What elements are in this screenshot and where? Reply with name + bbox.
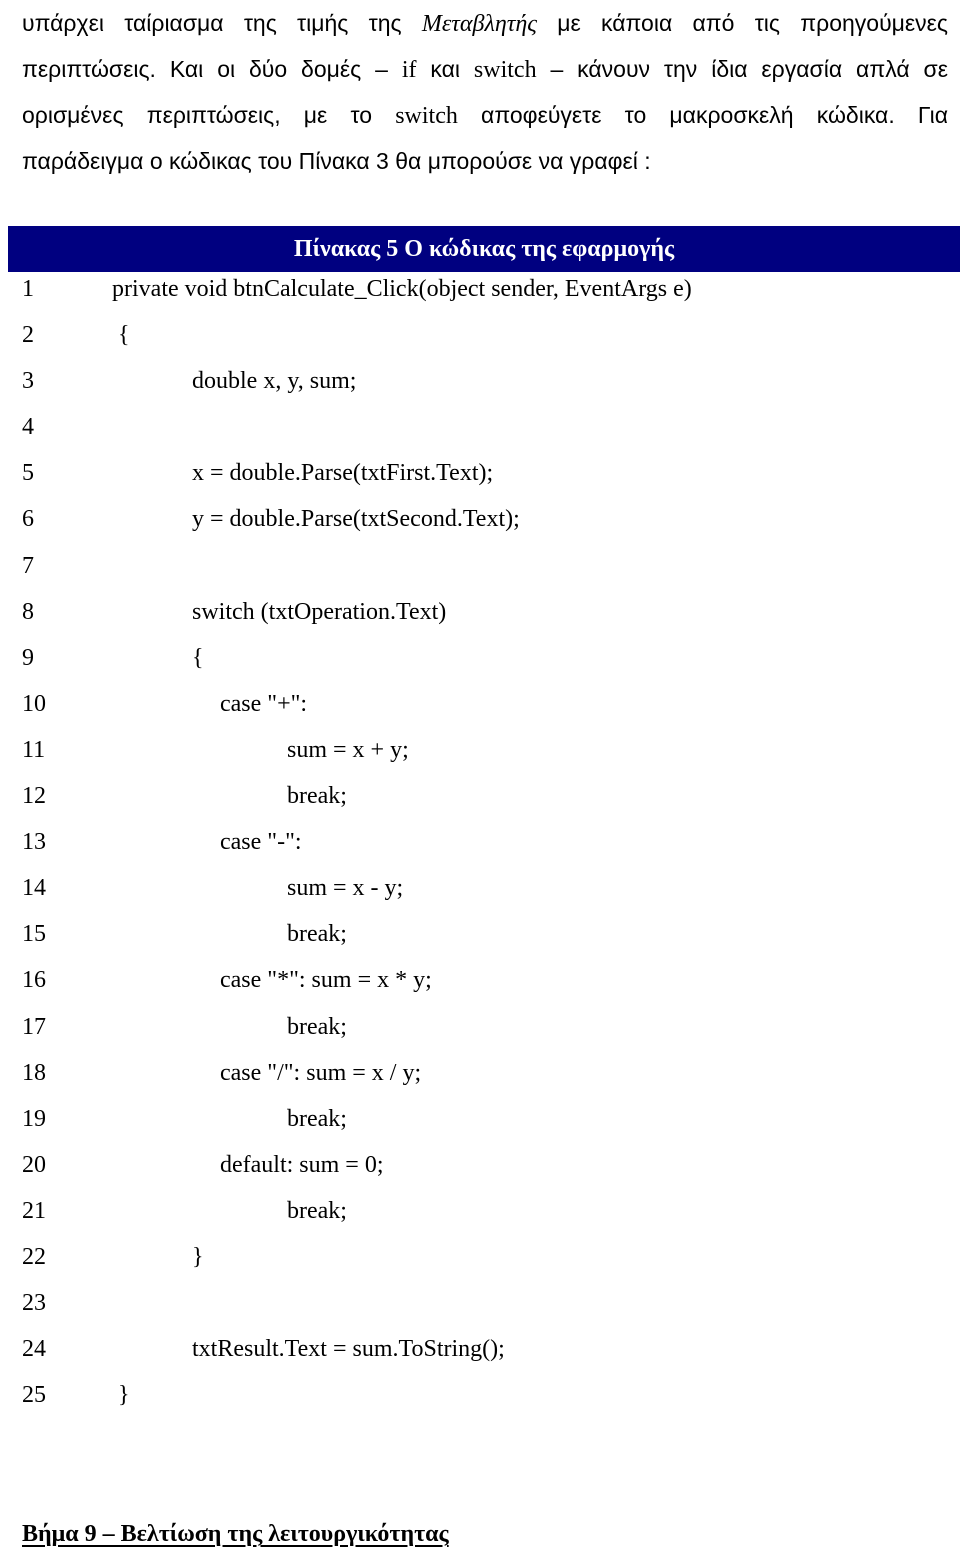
intro-text: περιπτώσεις. Και οι δύο δομές –: [22, 56, 402, 82]
code-text: }: [118, 1382, 130, 1409]
line-number: 14: [22, 875, 46, 902]
code-text: x = double.Parse(txtFirst.Text);: [192, 460, 494, 487]
line-number: 7: [22, 552, 34, 579]
table-caption: Πίνακας 5 Ο κώδικας της εφαρμογής: [8, 226, 960, 272]
line-number: 1: [22, 276, 34, 302]
code-text: break;: [287, 921, 347, 948]
line-number: 24: [22, 1336, 46, 1363]
line-number: 16: [22, 967, 46, 994]
code-line: [0, 911, 960, 957]
line-number: 9: [22, 644, 34, 671]
intro-line-3: [22, 92, 948, 138]
line-number: 8: [22, 598, 34, 625]
code-line: [0, 1096, 960, 1142]
intro-line-2: [22, 46, 948, 92]
line-number: 22: [22, 1243, 46, 1270]
line-number: 21: [22, 1197, 46, 1224]
line-number: 4: [22, 414, 34, 441]
line-number: 18: [22, 1059, 46, 1086]
code-line: [0, 358, 960, 404]
line-number: 12: [22, 783, 46, 810]
line-number: 20: [22, 1151, 46, 1178]
code-text: default: sum = 0;: [220, 1151, 384, 1178]
intro-text: και: [416, 56, 474, 82]
code-line: [0, 635, 960, 681]
code-line: [0, 957, 960, 1003]
code-line: [0, 1326, 960, 1372]
intro-text: – κάνουν την ίδια εργασία απλά σε: [536, 56, 949, 82]
code-line: [0, 773, 960, 819]
code-line: [0, 266, 960, 312]
intro-keyword-if: if: [401, 57, 417, 83]
code-line: [0, 1004, 960, 1050]
code-text: double x, y, sum;: [192, 368, 357, 395]
code-text: }: [192, 1243, 204, 1270]
code-text: case "-":: [220, 829, 302, 856]
code-line: [0, 312, 960, 358]
code-line: [0, 589, 960, 635]
intro-text: ορισμένες περιπτώσεις, με το: [22, 102, 396, 128]
code-line: [0, 1188, 960, 1234]
code-line: [0, 681, 960, 727]
line-number: 15: [22, 921, 46, 948]
line-number: 25: [22, 1382, 46, 1409]
code-line: [0, 1234, 960, 1280]
intro-text: υπάρχει ταίριασμα της τιμής της: [22, 10, 422, 36]
code-text: break;: [287, 1013, 347, 1040]
code-text: case "+":: [220, 690, 308, 717]
line-number: 5: [22, 460, 34, 487]
line-number: 3: [22, 368, 34, 395]
intro-text: αποφεύγετε το μακροσκελή κώδικα. Για: [457, 102, 948, 128]
code-line: [0, 727, 960, 773]
code-line: [0, 450, 960, 496]
intro-keyword-switch: switch: [395, 103, 458, 129]
code-listing: [0, 266, 960, 1418]
code-text: break;: [287, 783, 347, 810]
line-number: 17: [22, 1013, 46, 1040]
intro-paragraph: [22, 0, 948, 184]
code-text: switch (txtOperation.Text): [192, 598, 447, 625]
code-line: [0, 1280, 960, 1326]
line-number: 23: [22, 1290, 46, 1317]
code-line: [0, 404, 960, 450]
code-line: [0, 543, 960, 589]
code-line: [0, 819, 960, 865]
code-text: y = double.Parse(txtSecond.Text);: [192, 506, 520, 533]
code-line: [0, 1050, 960, 1096]
code-text: {: [118, 322, 130, 349]
intro-line-4: παράδειγμα ο κώδικας του Πίνακα 3 θα μπορούσε να γραφεί :: [22, 148, 651, 174]
code-text: {: [192, 644, 204, 671]
code-line: [0, 1372, 960, 1418]
code-text: break;: [287, 1197, 347, 1224]
line-number: 10: [22, 690, 46, 717]
intro-text: με κάποια από τις προηγούμενες: [536, 10, 948, 36]
section-heading: Βήμα 9 – Βελτίωση της λειτουργικότητας: [22, 1521, 449, 1547]
code-text: sum = x + y;: [287, 736, 409, 763]
code-text: private void btnCalculate_Click(object sender, EventArgs e): [112, 276, 692, 302]
code-text: txtResult.Text = sum.ToString();: [192, 1336, 505, 1363]
code-text: case "*": sum = x * y;: [220, 967, 432, 994]
line-number: 2: [22, 322, 34, 349]
code-line: [0, 1142, 960, 1188]
code-line: [0, 496, 960, 542]
line-number: 19: [22, 1105, 46, 1132]
line-number: 11: [22, 736, 46, 763]
intro-keyword-switch: switch: [473, 57, 537, 83]
line-number: 13: [22, 829, 46, 856]
code-text: sum = x - y;: [287, 875, 404, 902]
code-text: break;: [287, 1105, 347, 1132]
intro-line-1: [22, 0, 948, 46]
intro-italic-term: Μεταβλητής: [421, 11, 537, 37]
line-number: 6: [22, 506, 34, 533]
code-text: case "/": sum = x / y;: [220, 1059, 422, 1086]
code-line: [0, 865, 960, 911]
